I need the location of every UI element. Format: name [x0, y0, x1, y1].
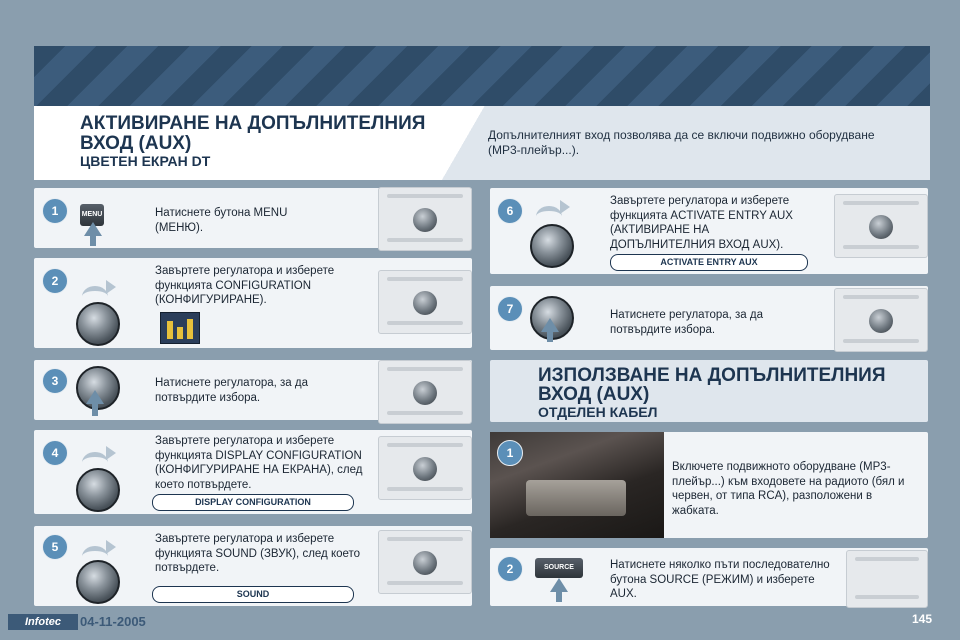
radio-panel-icon: [378, 530, 472, 594]
step-text: Завъртете регулатора и изберете функцията DISPLAY CONFIGURATION (КОНФИГУРИРАНЕ НА ЕКРАНА), след което потвърдете.: [155, 435, 363, 491]
press-arrow-shaft: [547, 332, 553, 342]
press-arrow-icon: [84, 222, 102, 236]
press-arrow-shaft: [92, 404, 98, 416]
step-number: 1: [497, 440, 523, 466]
page-title: АКТИВИРАНЕ НА ДОПЪЛНИТЕЛНИЯ ВХОД (AUX): [80, 113, 426, 154]
page-subtitle: ЦВЕТЕН ЕКРАН DT: [80, 153, 211, 169]
step-text: Включете подвижното оборудване (MP3-плейър...) към входовете на радиото (бял и червен, от типа RCA), разположени в жабката.: [672, 461, 905, 517]
section2-subtitle: ОТДЕЛЕН КАБЕЛ: [538, 404, 658, 420]
rotate-arrow-head: [560, 200, 570, 214]
radio-panel-icon: [378, 360, 472, 424]
press-arrow-shaft: [556, 592, 562, 602]
radio-panel-icon: [378, 270, 472, 334]
step-text: Натиснете няколко пъти последователно бутона SOURCE (РЕЖИМ) и изберете AUX.: [610, 559, 830, 600]
radio-panel-icon: [378, 436, 472, 500]
step-number: 2: [42, 268, 68, 294]
menu-button-icon: MENU: [80, 204, 104, 226]
radio-panel-icon: [834, 288, 928, 352]
step-text: Завъртете регулатора и изберете функцията CONFIGURATION (КОНФИГУРИРАНЕ).: [155, 265, 335, 306]
press-arrow-shaft: [90, 236, 96, 246]
step-text: Завъртете регулатора и изберете функцията ACTIVATE ENTRY AUX (АКТИВИРАНЕ НА ДОПЪЛНИТЕЛНИЯ ВХОД AUX).: [610, 195, 793, 251]
step-number: 7: [497, 296, 523, 322]
sound-label: SOUND: [152, 586, 354, 603]
step-text: Завъртете регулатора и изберете функцията SOUND (ЗВУК), след което потвърдете.: [155, 533, 361, 574]
press-arrow-icon: [541, 318, 559, 332]
footer-date: 04-11-2005: [80, 614, 146, 629]
rotate-arrow-head: [106, 280, 116, 294]
source-button-icon: SOURCE: [535, 558, 583, 578]
press-arrow-icon: [550, 578, 568, 592]
step-text: Натиснете бутона MENU (МЕНЮ).: [155, 207, 288, 234]
display-configuration-label: DISPLAY CONFIGURATION: [152, 494, 354, 511]
step-text: Натиснете регулатора, за да потвърдите избора.: [610, 309, 764, 336]
step-number: 4: [42, 440, 68, 466]
step-number: 1: [42, 198, 68, 224]
intro-text: Допълнителният вход позволява да се включи подвижно оборудване (MP3-плейър...).: [488, 128, 875, 157]
knob-icon: [76, 302, 120, 346]
knob-icon: [76, 468, 120, 512]
rotate-arrow-head: [106, 446, 116, 460]
knob-icon: [530, 224, 574, 268]
infotec-logo: Infotec: [8, 614, 78, 630]
activate-entry-aux-label: ACTIVATE ENTRY AUX: [610, 254, 808, 271]
radio-panel-icon: [834, 194, 928, 258]
page-number: 145: [912, 612, 933, 626]
configuration-icon: [160, 312, 200, 344]
rotate-arrow-head: [106, 540, 116, 554]
radio-panel-icon: [846, 550, 928, 608]
step-number: 2: [497, 556, 523, 582]
decorative-banner: [34, 46, 930, 106]
radio-panel-icon: [378, 187, 472, 251]
section2-title: ИЗПОЛЗВАНЕ НА ДОПЪЛНИТЕЛНИЯ ВХОД (AUX): [538, 365, 886, 405]
step-number: 5: [42, 534, 68, 560]
step-number: 6: [497, 198, 523, 224]
press-arrow-icon: [86, 390, 104, 404]
step-number: 3: [42, 368, 68, 394]
knob-icon: [76, 560, 120, 604]
step-text: Натиснете регулатора, за да потвърдите избора.: [155, 377, 309, 404]
